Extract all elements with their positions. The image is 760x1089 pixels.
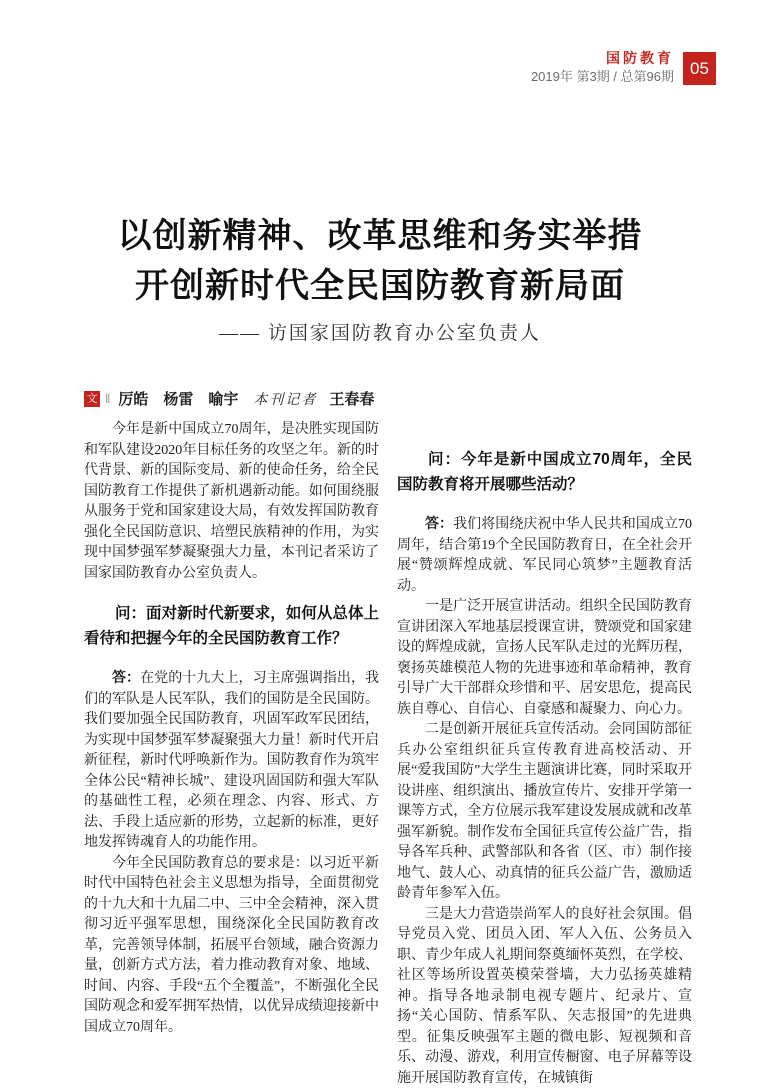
- answer-2-intro-text: 我们将围绕庆祝中华人民共和国成立70周年，结合第19个全民国防教育日，在全社会开展“赞颂辉煌成就、军民同心筑梦”主题教育活动。: [397, 517, 692, 594]
- answer-1-paragraph-1-text: 在党的十九大上，习主席强调指出，我们的军队是人民军队，我们的国防是全民国防。我们要加强全民国防教育，巩固军政军民团结，为实现中国梦强军梦凝聚强大力量！新时代开启新征程，新时代呼唤新作为。国防教育作为筑牢全体公民“精神长城”、建设巩固国防和强大军队的基础性工程，必须在理念、内容、形式、方法、手段上适应新的形势，立起新的标准，更好地发挥铸魂育人的功能作用。: [84, 671, 379, 850]
- answer-2-point-1: 一是广泛开展宣讲活动。组织全民国防教育宣讲团深入军地基层授课宣讲，赞颂党和国家建设的辉煌成就，宣扬人民军队走过的光辉历程，褒扬英雄模范人物的先进事迹和革命精神，教育引导广大干部群众珍惜和平、居安思危，提高民族自尊心、自信心、自豪感和凝聚力、向心力。: [397, 597, 692, 720]
- journal-name: 国防教育: [531, 49, 674, 67]
- answer-2-label: 答：: [425, 515, 453, 531]
- article-body: [84, 420, 692, 1089]
- answer-1-label: 答：: [112, 669, 140, 685]
- issue-info: 2019年 第3期 / 总第96期: [531, 67, 674, 87]
- article-title-line-1: 以创新精神、改革思维和务实举措: [0, 211, 760, 261]
- page-header: [531, 49, 716, 87]
- article-title-block: [0, 211, 760, 346]
- question-1: 问：面对新时代新要求，如何从总体上看待和把握今年的全民国防教育工作？: [84, 601, 379, 651]
- article-title-line-2: 开创新时代全民国防教育新局面: [0, 261, 760, 311]
- reporter-label: 本刊记者: [253, 389, 317, 409]
- journal-header-text: [531, 49, 674, 87]
- answer-1-paragraph-1: [84, 667, 379, 854]
- article-subtitle: —— 访国家国防教育办公室负责人: [0, 322, 760, 346]
- answer-2-intro-paragraph: [397, 513, 692, 597]
- intro-paragraph: 今年是新中国成立70周年，是决胜实现国防和军队建设2020年目标任务的攻坚之年。新的时代背景、新的国际变局、新的使命任务，给全民国防教育工作提供了新机遇新动能。如何围绕服从服务于党和国家建设大局，有效发挥国防教育强化全民国防意识、培塑民族精神的作用，为实现中国梦强军梦凝聚强大力量，本刊记者采访了国家国防教育办公室负责人。: [84, 420, 379, 584]
- page-number-badge: 05: [683, 52, 716, 85]
- author-name-3: 喻宇: [208, 388, 238, 409]
- reporter-name: 王春春: [329, 388, 374, 409]
- right-column: [397, 420, 692, 1089]
- answer-2-point-3: 三是大力营造崇尚军人的良好社会氛围。倡导党员入党、团员入团、军人入伍、公务员入职、青少年成人礼期间祭奠缅怀英烈，在学校、社区等场所设置英模荣誉墙，大力弘扬英雄精神。指导各地录制电视专题片、纪录片、宣扬“关心国防、情系军队、矢志报国”的先进典型。征集反映强军主题的微电影、短视频和音乐、动漫、游戏，利用宣传橱窗、电子屏幕等设施开展国防教育宣传，在城镇街: [397, 905, 692, 1089]
- article-text-icon: 文: [84, 391, 100, 407]
- author-name-1: 厉皓: [118, 388, 148, 409]
- left-column: [84, 420, 379, 1089]
- byline-divider: ‖: [105, 391, 110, 406]
- answer-2-point-2: 二是创新开展征兵宣传活动。会同国防部征兵办公室组织征兵宣传教育进高校活动、开展“爱我国防”大学生主题演讲比赛，同时采取开设讲座、组织演出、播放宣传片、安排开学第一课等方式，全方位展示我军建设发展成就和改革强军新貌。制作发布全国征兵宣传公益广告，指导各军兵种、武警部队和各省（区、市）制作接地气、鼓人心、动真情的征兵公益广告，激励适龄青年参军入伍。: [397, 720, 692, 905]
- author-name-2: 杨雷: [163, 388, 193, 409]
- question-2: 问：今年是新中国成立70周年，全民国防教育将开展哪些活动？: [397, 447, 692, 497]
- answer-1-paragraph-2: 今年全民国防教育总的要求是：以习近平新时代中国特色社会主义思想为指导，全面贯彻党的十九大和十九届二中、三中全会精神，深入贯彻习近平强军思想，围绕深化全民国防教育改革，完善领导体制，拓展平台领域，融合资源力量，创新方式方法，着力推动教育对象、地域、时间、内容、手段“五个全覆盖”，不断强化全民国防观念和爱军拥军热情，以优异成绩迎接新中国成立70周年。: [84, 854, 379, 1039]
- byline: [84, 388, 374, 409]
